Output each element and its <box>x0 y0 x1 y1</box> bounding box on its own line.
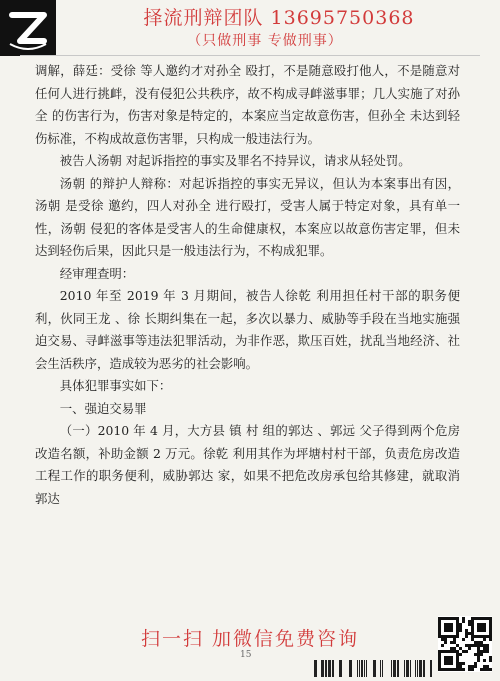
paragraph-4: 经审理查明： <box>59 265 135 281</box>
header-divider <box>20 55 480 56</box>
header-title: 择流刑辩团队 13695750368 <box>143 7 415 29</box>
wechat-cta: 扫一扫 加微信免费咨询 <box>140 628 360 650</box>
contact-header <box>0 6 500 52</box>
page-number: 15 <box>240 650 252 660</box>
barcode-icon <box>312 660 432 677</box>
paragraph-1: 调解，薛廷：受徐 等人邀约才对孙全 殴打，不是随意殴打他人，不是随意对任何人进行挑衅，没有侵犯公共秩序，故不构成寻衅滋事罪；几人实施了对孙全 的伤害行为，伤害对象是特定的，本案应当定故意伤害，但孙全 未达到轻伤标准，不构成故意伤害罪，只构成一般违法行为。 <box>35 63 460 146</box>
paragraph-3: 汤朝 的辩护人辩称：对起诉指控的事实无异议，但认为本案事出有因，汤朝 是受徐 邀约，四人对孙全 进行殴打，受害人属于特定对象，具有单一性，汤朝 侵犯的客体是受害人的生命健康权，本案应以故意伤害定罪，但未达到轻伤后果，因此只是一般违法行为，不构成犯罪。 <box>35 175 460 258</box>
paragraph-7: 一、强迫交易罪 <box>59 400 147 416</box>
paragraph-6: 具体犯罪事实如下： <box>59 378 172 393</box>
paragraph-2: 被告人汤朝 对起诉指控的事实及罪名不持异议，请求从轻处罚。 <box>59 153 411 168</box>
document-body <box>35 60 460 510</box>
paragraph-5: 2010 年至 2019 年 3 月期间，被告人徐乾 利用担任村干部的职务便利，伙同王龙 、徐 长期纠集在一起，多次以暴力、威胁等手段在当地实施强迫交易、寻衅滋事等违法犯罪活动，为非作恶，欺压百姓，扰乱当地经济、社会生活秩序，造成较为恶劣的社会影响。 <box>35 288 460 371</box>
header-subtitle: （只做刑事 专做刑事） <box>187 33 343 49</box>
qr-code-icon <box>438 616 492 672</box>
paragraph-8: （一）2010 年 4 月，大方县 镇 村 组的郭达 、郭远 父子得到两个危房改造名额，补助金额 2 万元。徐乾 利用其作为坪塘村村干部，负责危房改造工程工作的职务便利，威胁郭达 家，如果不把危改房承包给其修建，就取消郭达 <box>35 423 460 506</box>
